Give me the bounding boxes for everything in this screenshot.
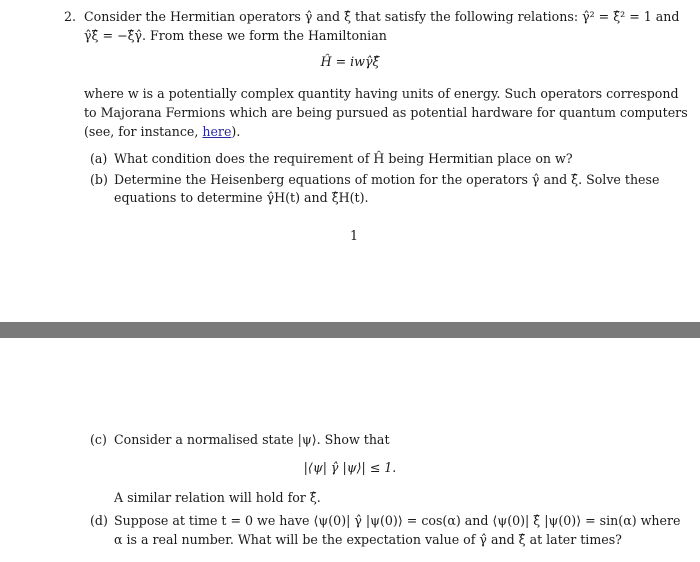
description-line-3-suffix: ). (231, 124, 241, 139)
part-d-line-2: α is a real number. What will be the expectation value of γ̂ and ξ̂ at later times? (114, 532, 622, 547)
here-link[interactable]: here (202, 124, 232, 139)
part-b-line-2: equations to determine γ̂H(t) and ξ̂H(t). (114, 190, 369, 205)
description-line-2: to Majorana Fermions which are being pursued as potential hardware for quantum computers (84, 105, 688, 120)
problem-number: 2. (64, 9, 77, 24)
intro-line-2: γ̂ξ̂ = −ξ̂γ̂. From these we form the Hamiltonian (84, 28, 387, 43)
page-divider (0, 322, 700, 338)
part-b-line-1: Determine the Heisenberg equations of motion for the operators γ̂ and ξ̂. Solve these (114, 172, 660, 187)
hamiltonian-equation: Ĥ = iwγ̂ξ̂ (320, 54, 380, 69)
description-line-3-prefix: (see, for instance, (84, 124, 203, 139)
part-c-inequality: |⟨ψ| γ̂ |ψ⟩| ≤ 1. (303, 460, 397, 475)
page-two (0, 338, 700, 562)
page-number: 1 (350, 228, 359, 243)
part-d-label: (d) (90, 513, 108, 528)
part-b-label: (b) (90, 172, 108, 187)
description-line-3 (84, 122, 240, 141)
part-d-line-1: Suppose at time t = 0 we have ⟨ψ(0)| γ̂ |ψ(0)⟩ = cos(α) and ⟨ψ(0)| ξ̂ |ψ(0)⟩ = sin(α) where (114, 513, 681, 528)
part-c-text: Consider a normalised state |ψ⟩. Show that (114, 432, 390, 447)
part-a-label: (a) (90, 151, 108, 166)
part-c-label: (c) (90, 432, 107, 447)
part-a-text: What condition does the requirement of Ĥ being Hermitian place on w? (114, 151, 573, 166)
part-c-followup: A similar relation will hold for ξ̂. (114, 490, 321, 505)
intro-line-1: Consider the Hermitian operators γ̂ and ξ̂ that satisfy the following relations: γ̂² = ξ̂² = 1 and (84, 9, 680, 24)
description-line-1: where w is a potentially complex quantity having units of energy. Such operators correspond (84, 86, 679, 101)
